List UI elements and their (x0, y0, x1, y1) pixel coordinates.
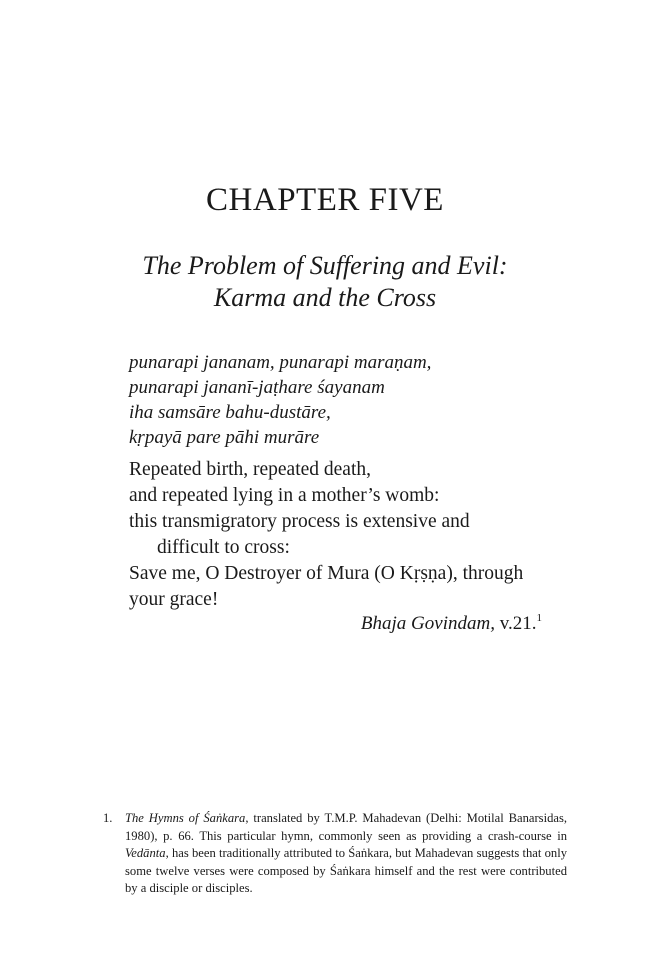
verse-line: punarapi jananī-jaṭhare śayanam (129, 377, 385, 398)
translation-line: Repeated birth, repeated death, (129, 459, 372, 480)
footnote-text-part: , translated by T.M.P. Mahadevan (Delhi: Motilal Banarsidas, 1980), p. 66. This particular hymn, commonly seen as providing a crash-course in (125, 811, 568, 843)
subtitle-line: The Problem of Suffering and Evil: (142, 251, 508, 280)
translation-line: difficult to cross: (157, 537, 290, 558)
verse-citation (361, 605, 542, 637)
citation-title: Bhaja Govindam, (360, 613, 495, 634)
verse-line: iha samsāre bahu-dustāre, (129, 402, 331, 423)
sanskrit-verse (129, 350, 569, 450)
footnote-text-part: , has been traditionally attributed to Śaṅkara (165, 846, 389, 860)
chapter-subtitle (0, 250, 650, 314)
subtitle-line: Karma and the Cross (213, 283, 437, 312)
footnote-text (125, 810, 567, 898)
footnote-term: Vedānta (125, 846, 166, 860)
footnote (103, 810, 567, 898)
footnote-marker[interactable]: 1 (536, 612, 542, 624)
verse-translation (129, 457, 559, 613)
translation-line: and repeated lying in a mother’s womb: (129, 485, 440, 506)
translation-line: this transmigratory process is extensive and (129, 511, 470, 532)
translation-line: Save me, O Destroyer of Mura (O Kṛṣṇa), through (129, 563, 524, 584)
translation-line: your grace! (129, 589, 219, 610)
footnote-number: 1. (103, 811, 113, 825)
footnote-text-part: but Mahadevan suggests that only some twelve verses were composed by Śaṅkara himself and the rest were contributed by a disciple or disciples. (125, 846, 567, 895)
footnote-book-title: The Hymns of Śaṅkara (125, 811, 246, 825)
citation-reference: v.21. (494, 613, 537, 634)
chapter-heading: CHAPTER FIVE (206, 182, 444, 218)
footnote-comma: , (388, 846, 393, 860)
verse-line: punarapi jananam, punarapi maraṇam, (129, 352, 432, 373)
verse-line: kṛpayā pare pāhi murāre (129, 427, 320, 448)
